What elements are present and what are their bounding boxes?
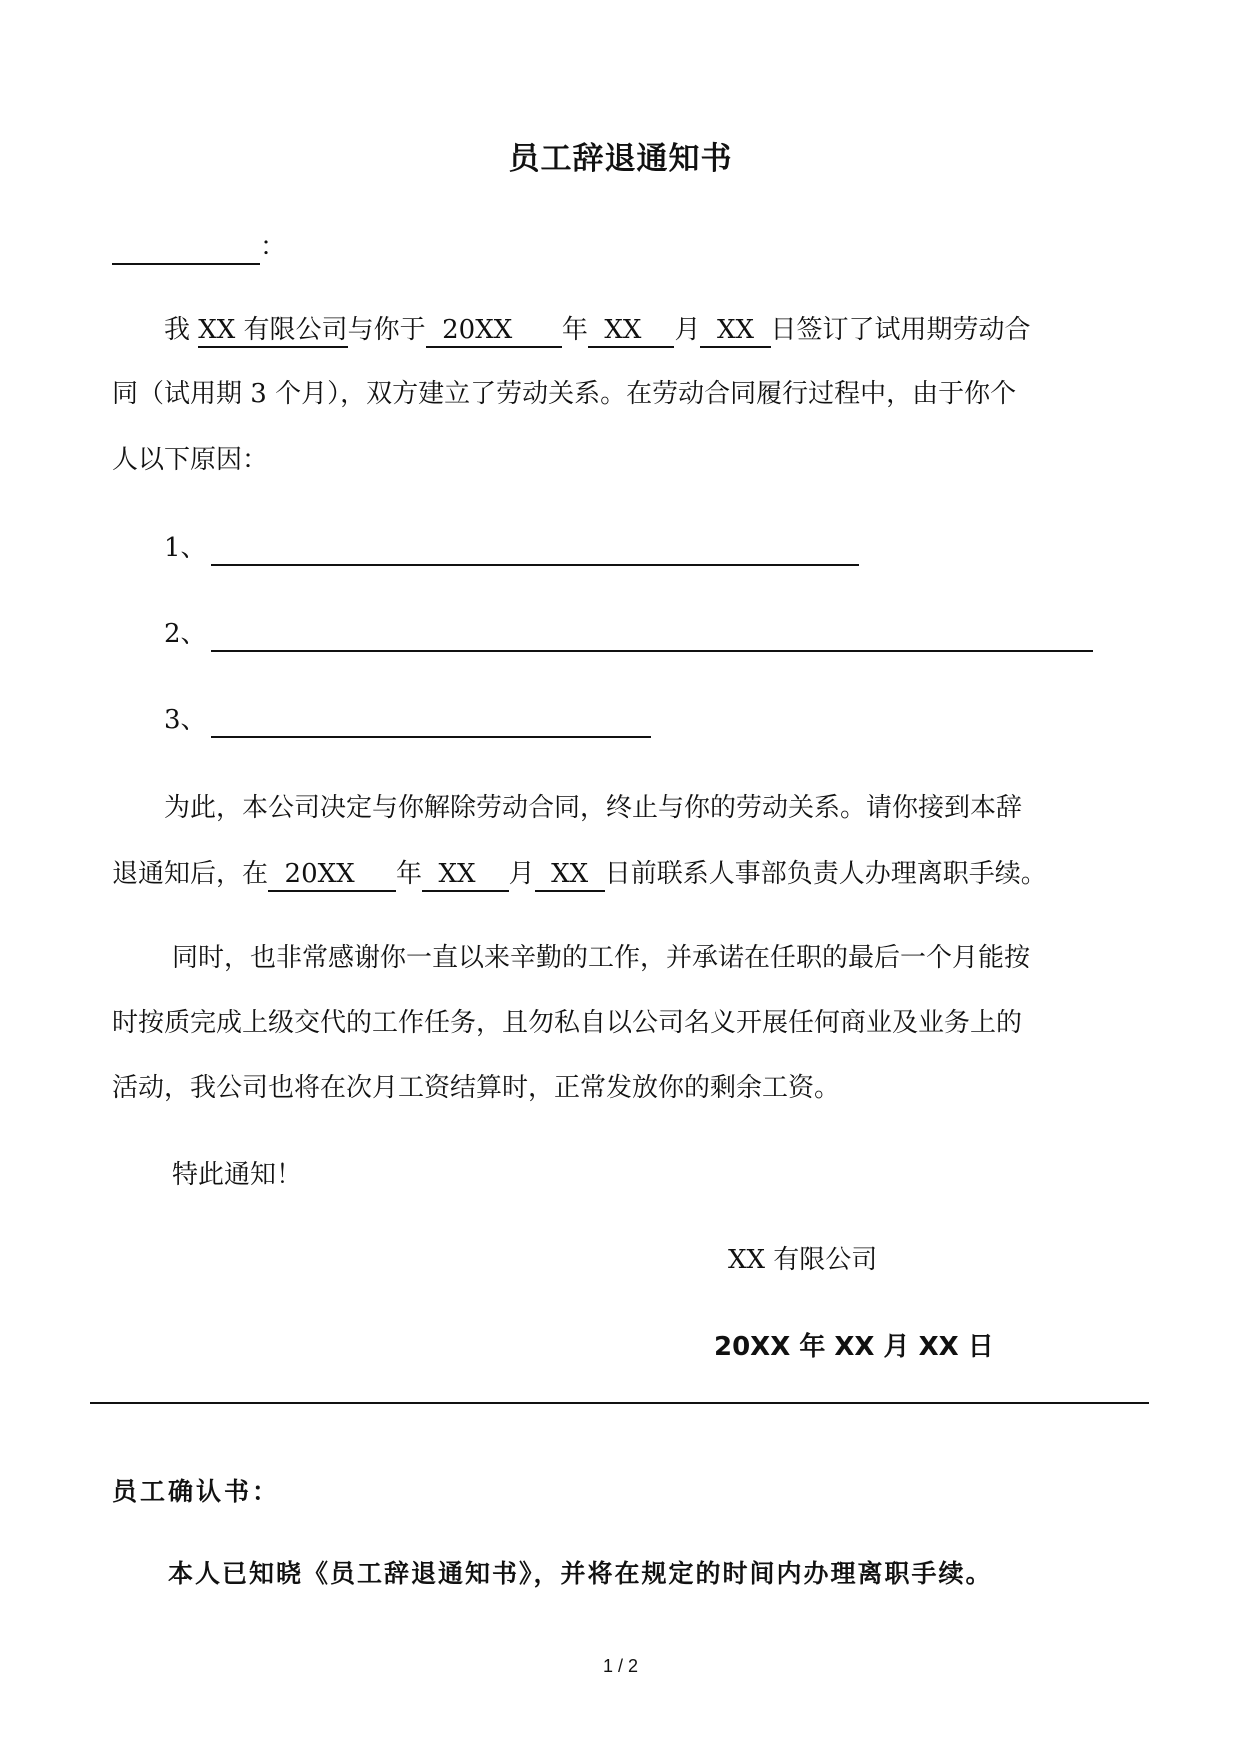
para1-line2: 同（试用期 3 个月），双方建立了劳动关系。在劳动合同履行过程中，由于你个 — [112, 379, 1017, 409]
para3-line3: 活动，我公司也将在次月工资结算时，正常发放你的剩余工资。 — [112, 1073, 841, 1103]
page-number: 1 / 2 — [602, 1656, 639, 1676]
para1-text: 年 — [561, 315, 588, 345]
section-divider — [90, 1402, 1149, 1404]
notice-text: 特此通知！ — [172, 1160, 303, 1190]
contract-day-field: XX — [700, 314, 770, 348]
signature-company: XX 有限公司 — [728, 1245, 878, 1275]
addressee-blank[interactable] — [112, 233, 260, 265]
para2-text: 月 — [508, 859, 535, 889]
reason-number: 2、 — [164, 619, 207, 649]
para2-line1: 为此，本公司决定与你解除劳动合同，终止与你的劳动关系。请你接到本辞 — [164, 793, 1023, 823]
para2-line2 — [112, 856, 1047, 892]
confirmation-heading: 员工确认书： — [112, 1477, 281, 1506]
para2-text: 退通知后，在 — [112, 859, 269, 889]
reason-item-2 — [164, 616, 1093, 652]
addressee-line — [112, 229, 286, 265]
para2-text: 年 — [395, 859, 422, 889]
para3-line2: 时按质完成上级交代的工作任务，且勿私自以公司名义开展任何商业及业务上的 — [112, 1008, 1023, 1038]
deadline-year-field: 20XX — [268, 858, 396, 892]
company-name-field: XX 有限公司 — [198, 314, 347, 348]
para1-text: 月 — [674, 315, 701, 345]
para1-line3: 人以下原因： — [112, 445, 269, 475]
para1-text: 与你于 — [347, 315, 426, 345]
contract-month-field: XX — [588, 314, 675, 348]
document-title: 员工辞退通知书 — [508, 141, 733, 177]
contract-year-field: 20XX — [426, 314, 562, 348]
para3-line1: 同时，也非常感谢你一直以来辛勤的工作，并承诺在任职的最后一个月能按 — [172, 943, 1031, 973]
signature-date: 20XX 年 XX 月 XX 日 — [714, 1332, 994, 1362]
reason-item-1 — [164, 530, 859, 566]
addressee-colon: ： — [260, 232, 287, 262]
para1-text: 我 — [164, 315, 199, 345]
reason-2-blank[interactable] — [211, 620, 1093, 652]
reason-number: 1、 — [164, 533, 207, 563]
para1-line1 — [164, 312, 1031, 348]
confirmation-text: 本人已知晓《员工辞退通知书》，并将在规定的时间内办理离职手续。 — [168, 1559, 993, 1588]
reason-1-blank[interactable] — [211, 534, 859, 566]
deadline-day-field: XX — [535, 858, 605, 892]
reason-item-3 — [164, 702, 651, 738]
deadline-month-field: XX — [422, 858, 509, 892]
reason-number: 3、 — [164, 705, 207, 735]
para1-text: 日签订了试用期劳动合 — [770, 315, 1031, 345]
reason-3-blank[interactable] — [211, 706, 651, 738]
para2-text: 日前联系人事部负责人办理离职手续。 — [604, 859, 1047, 889]
